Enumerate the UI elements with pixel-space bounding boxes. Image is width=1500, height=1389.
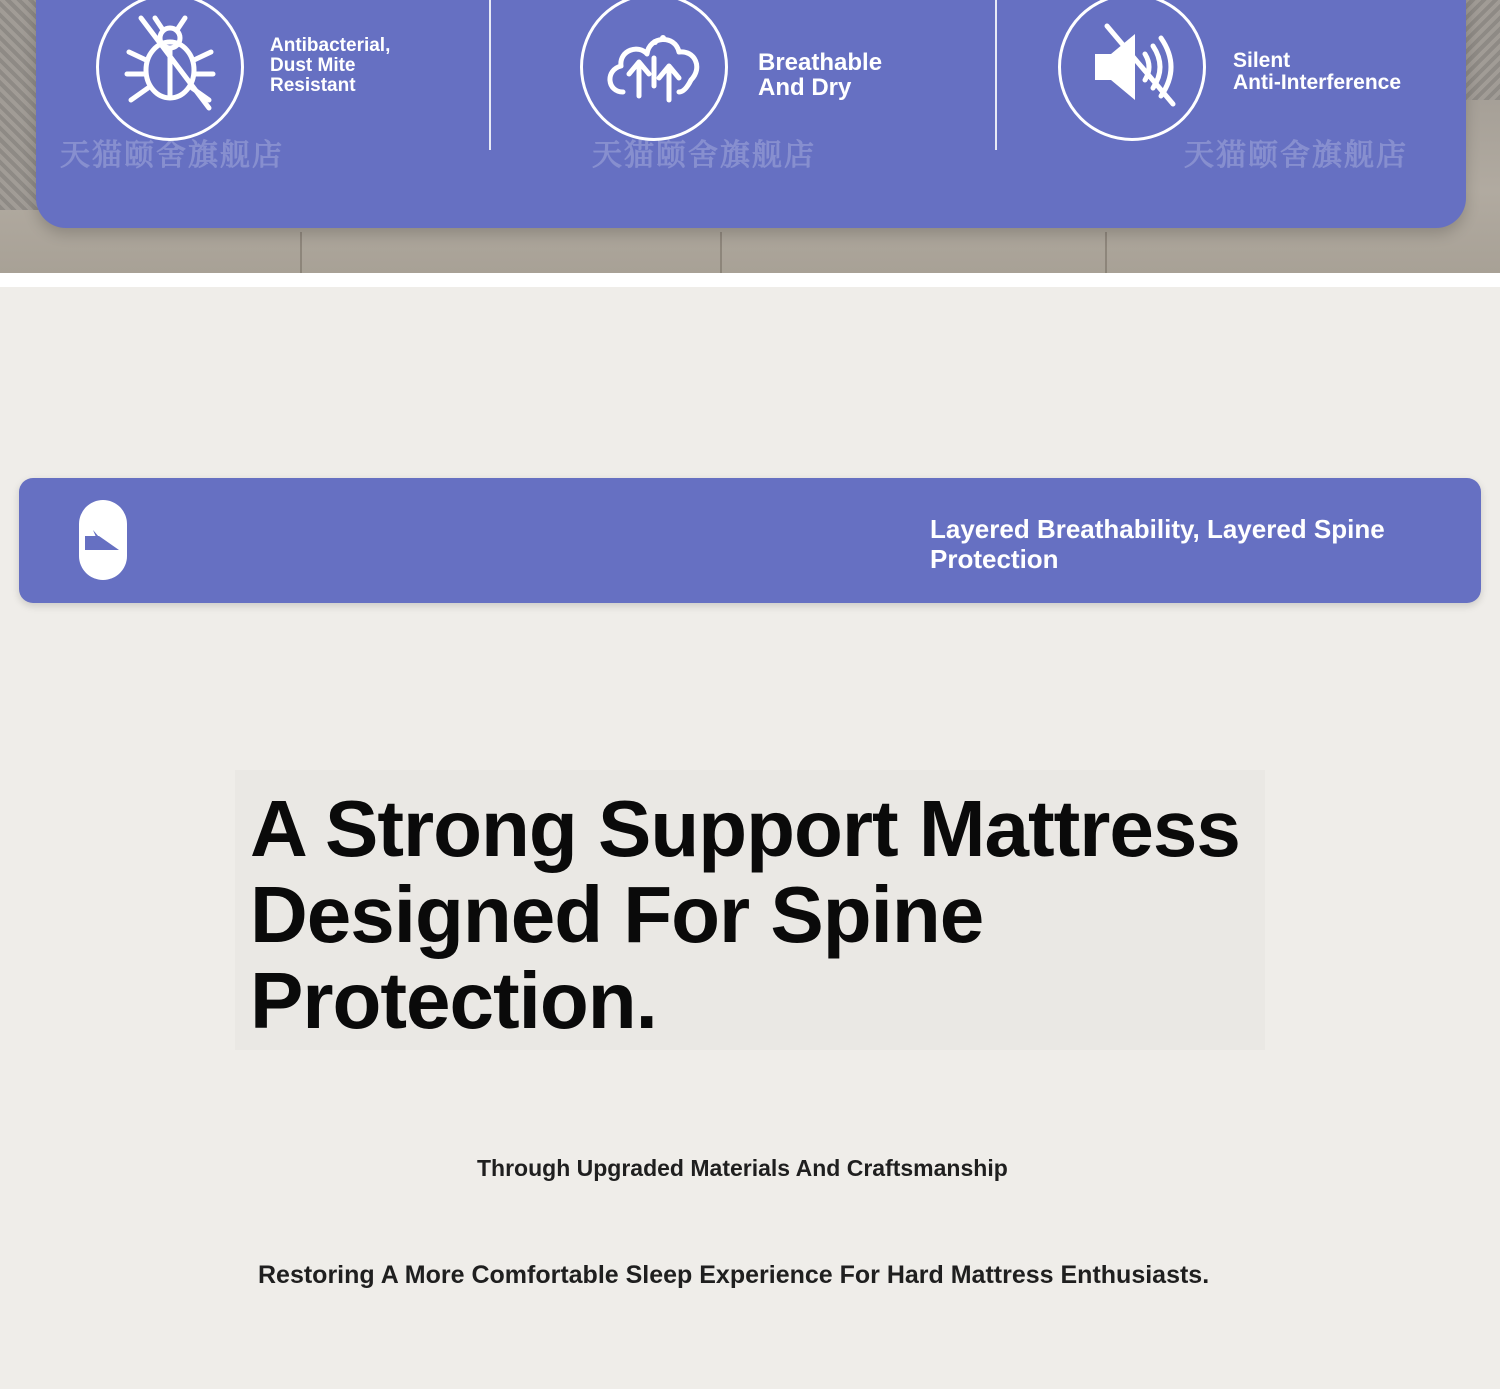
page-headline: A Strong Support Mattress Designed For Spine Protection.	[250, 784, 1240, 1045]
brand-logo-icon	[79, 500, 127, 580]
feature-divider	[995, 0, 997, 150]
feature-label: Breathable And Dry	[758, 49, 883, 102]
speaker-muted-icon	[1058, 0, 1206, 141]
bug-crossed-icon	[96, 0, 244, 141]
feature-antibacterial	[60, 0, 494, 173]
subheading: Through Upgraded Materials And Craftsmanship	[477, 1155, 1008, 1181]
feature-banner	[19, 478, 1481, 603]
watermark-text: 天猫颐舍旗舰店	[592, 138, 816, 173]
feature-label: Silent Anti-Interference	[1233, 49, 1402, 95]
floor-plank-line	[1105, 232, 1107, 273]
feature-panel	[36, 0, 1466, 228]
floor-plank-line	[300, 232, 302, 273]
feature-divider	[489, 0, 491, 150]
feature-label: Antibacterial, Dust Mite Resistant	[270, 35, 391, 96]
hero-photo-band	[0, 0, 1500, 273]
banner-text: Layered Breathability, Layered Spine Protection	[930, 514, 1385, 574]
carpet-texture	[0, 0, 40, 210]
watermark-text: 天猫颐舍旗舰店	[1184, 138, 1408, 173]
watermark-text: 天猫颐舍旗舰店	[60, 138, 284, 173]
feature-silent	[1058, 0, 1458, 173]
cloud-upload-icon	[580, 0, 728, 141]
section-separator	[0, 273, 1500, 287]
feature-breathable	[580, 0, 1000, 173]
carpet-texture	[1460, 0, 1500, 100]
floor-plank-line	[720, 232, 722, 273]
tagline: Restoring A More Comfortable Sleep Experience For Hard Mattress Enthusiasts.	[258, 1261, 1210, 1289]
